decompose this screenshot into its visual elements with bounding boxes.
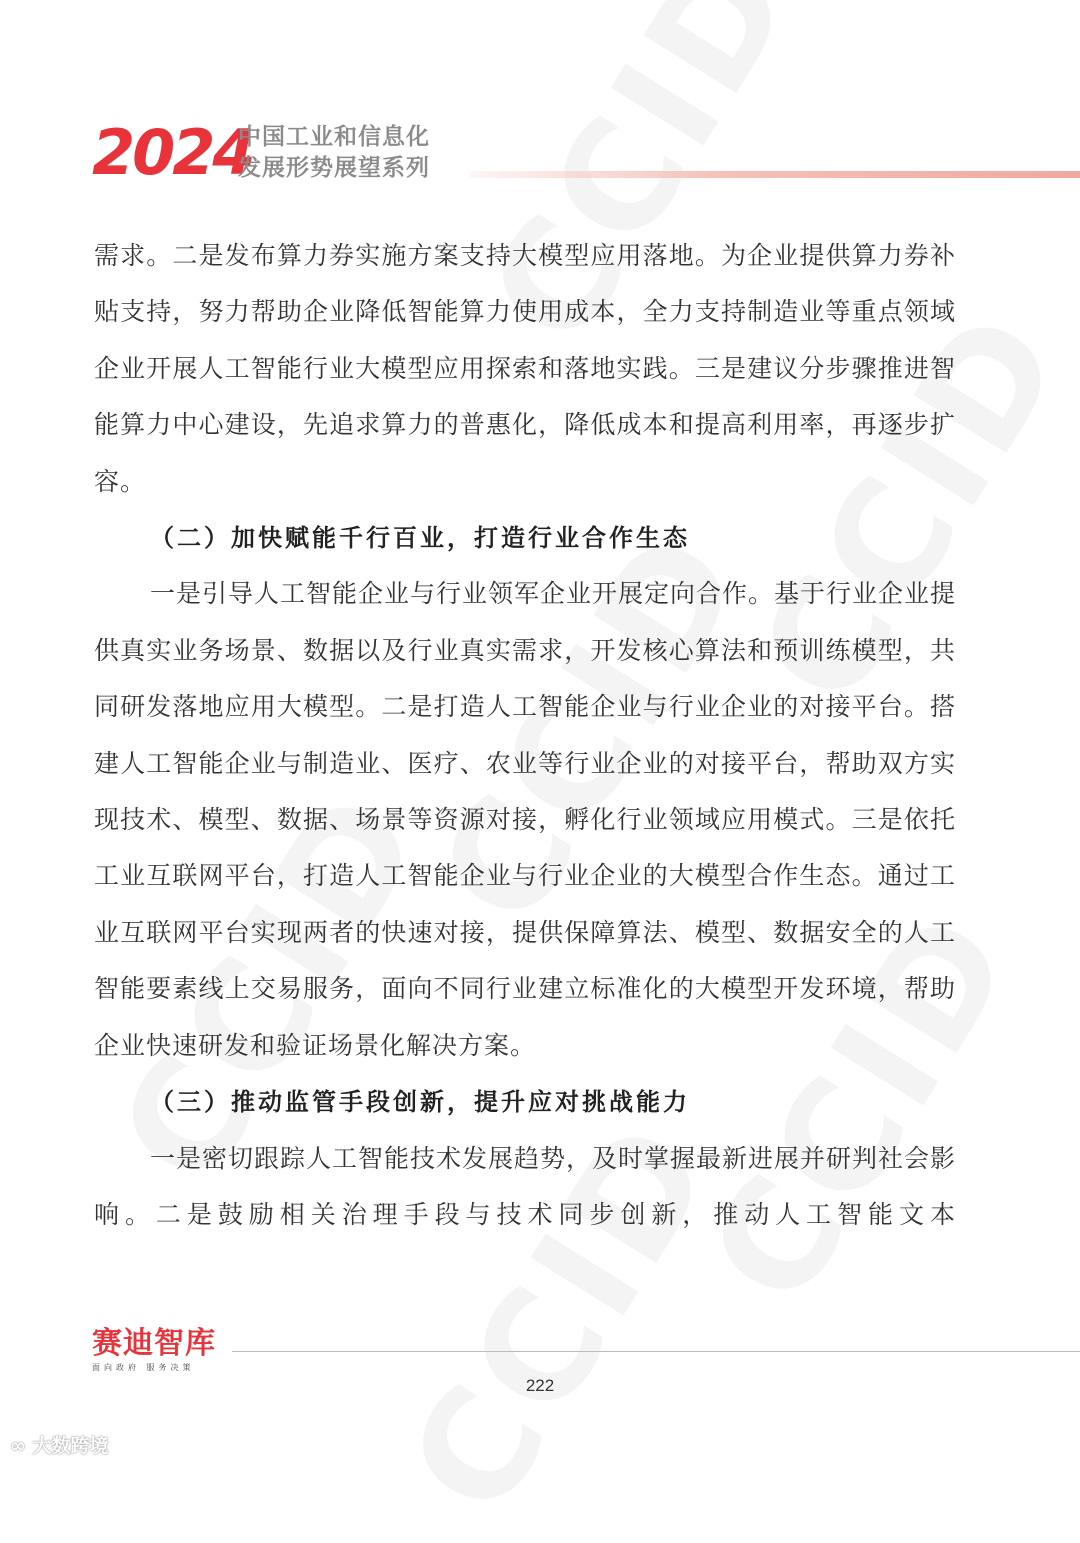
section-heading: （二）加快赋能千行百业，打造行业合作生态 [150,523,690,553]
header-logo [92,116,253,189]
source-name: 大数跨境 [32,1435,109,1457]
footer-rule [232,1351,1080,1352]
series-title-line2: 发展形势展望系列 [238,155,430,181]
footer-logo [92,1328,216,1373]
header-rule [470,171,1080,178]
paragraph: 一是密切跟踪人工智能技术发展趋势，及时掌握最新进展并研判社会影响。二是鼓励相关治理手段与技术同步创新，推动人工智能文本 [94,1143,957,1229]
source-logo-icon: ∞ [10,1435,33,1457]
series-title [238,122,430,184]
source-watermark [10,1431,108,1458]
paragraph: 一是引导人工智能企业与行业领军企业开展定向合作。基于行业企业提供真实业务场景、数据以及行业真实需求，开发核心算法和预训练模型，共同研发落地应用大模型。二是打造人工智能企业与行业企业的对接平台。搭建人工智能企业与制造业、医疗、农业等行业企业的对接平台，帮助双方实现技术、模型、数据、场景等资源对接，孵化行业领域应用模式。三是依托工业互联网平台，打造人工智能企业与行业企业的大模型合作生态。通过工业互联网平台实现两者的快速对接，提供保障算法、模型、数据安全的人工智能要素线上交易服务，面向不同行业建立标准化的大模型开发环境，帮助企业快速研发和验证场景化解决方案。 [94,579,957,1060]
year-logo: 2024 [92,116,253,189]
series-title-line1: 中国工业和信息化 [238,124,430,150]
paragraph: 需求。二是发布算力券实施方案支持大模型应用落地。为企业提供算力券补贴支持，努力帮助企业降低智能算力使用成本，全力支持制造业等重点领域企业开展人工智能行业大模型应用探索和落地实践。三是建议分步骤推进智能算力中心建设，先追求算力的普惠化，降低成本和提高利用率，再逐步扩容。 [94,241,956,496]
brand-slogan: 面向政府 服务决策 [92,1363,195,1372]
section-heading: （三）推动监管手段创新，提升应对挑战能力 [150,1087,690,1117]
brand-name: 赛迪智库 [92,1326,216,1361]
body-text [94,228,956,1243]
page-number: 222 [525,1376,555,1395]
